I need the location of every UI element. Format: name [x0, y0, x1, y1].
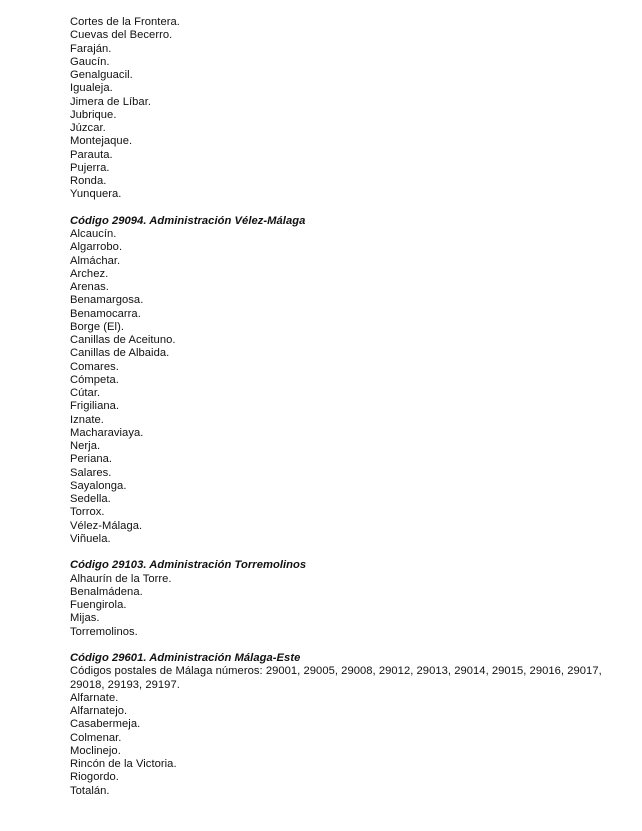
municipality-item: Rincón de la Victoria.	[70, 758, 177, 770]
municipality-item: Alcaucín.	[70, 228, 117, 240]
municipality-item: Parauta.	[70, 148, 113, 161]
municipality-item: Almáchar.	[70, 254, 121, 267]
municipality-item: Benalmádena.	[70, 585, 143, 598]
municipality-item: Torremolinos.	[70, 625, 138, 638]
administration-section	[70, 559, 610, 639]
municipality-item: Comares.	[70, 360, 119, 373]
municipality-item: Torrox.	[70, 506, 105, 519]
municipality-item: Archez.	[70, 267, 109, 280]
municipality-item: Cútar.	[70, 387, 101, 399]
municipality-item: Arenas.	[70, 281, 109, 293]
municipality-item: Cuevas del Becerro.	[70, 29, 173, 42]
municipality-item: Algarrobo.	[70, 241, 123, 254]
municipality-item: Júzcar.	[70, 122, 106, 134]
municipality-item: Totalán.	[70, 784, 110, 797]
municipality-item: Salares.	[70, 466, 112, 479]
municipality-item: Sayalonga.	[70, 479, 127, 492]
municipality-item: Ronda.	[70, 175, 107, 187]
postal-codes-note: Códigos postales de Málaga números: 29001, 29005, 29008, 29012, 29013, 29014, 29015, 29016, 29017, 29018, 29193, 29197.	[70, 665, 602, 691]
municipality-item: Viñuela.	[70, 532, 111, 545]
municipality-item: Canillas de Aceituno.	[70, 334, 176, 346]
intro-list	[70, 16, 610, 202]
section-heading: Código 29103. Administración Torremolinos	[70, 559, 307, 572]
municipality-item: Jubrique.	[70, 108, 117, 121]
municipality-item: Vélez-Málaga.	[70, 519, 143, 532]
municipality-item: Pujerra.	[70, 161, 110, 174]
municipality-item: Igualeja.	[70, 82, 113, 95]
municipality-item: Colmenar.	[70, 731, 122, 744]
municipality-item: Casabermeja.	[70, 718, 141, 731]
municipality-item: Yunquera.	[70, 188, 122, 201]
municipality-item: Mijas.	[70, 612, 100, 625]
municipality-item: Faraján.	[70, 42, 112, 55]
municipality-item: Alfarnatejo.	[70, 705, 128, 717]
municipality-item: Moclinejo.	[70, 744, 121, 757]
municipality-item: Montejaque.	[70, 135, 133, 148]
municipality-item: Genalguacil.	[70, 69, 133, 81]
municipality-item: Benamargosa.	[70, 294, 144, 307]
administration-section	[70, 215, 610, 546]
document-page	[70, 16, 610, 798]
sections-container	[70, 215, 610, 798]
municipality-item: Macharaviaya.	[70, 426, 144, 439]
section-heading: Código 29601. Administración Málaga-Este	[70, 652, 301, 664]
administration-section	[70, 652, 610, 798]
municipality-item: Nerja.	[70, 440, 101, 452]
section-heading: Código 29094. Administración Vélez-Málaga	[70, 214, 306, 227]
municipality-item: Riogordo.	[70, 771, 119, 784]
municipality-item: Canillas de Albaida.	[70, 347, 170, 360]
municipality-item: Jimera de Líbar.	[70, 95, 152, 108]
municipality-item: Sedella.	[70, 493, 111, 505]
municipality-item: Benamocarra.	[70, 307, 141, 320]
municipality-item: Alhaurín de la Torre.	[70, 572, 172, 585]
municipality-item: Gaucín.	[70, 55, 110, 68]
municipality-item: Periana.	[70, 453, 113, 466]
municipality-item: Fuengirola.	[70, 599, 127, 611]
municipality-item: Iznate.	[70, 413, 104, 426]
municipality-item: Frigiliana.	[70, 400, 120, 413]
municipality-item: Cortes de la Frontera.	[70, 16, 180, 28]
municipality-item: Borge (El).	[70, 320, 125, 333]
municipality-item: Alfarnate.	[70, 691, 119, 704]
municipality-item: Cómpeta.	[70, 373, 119, 386]
